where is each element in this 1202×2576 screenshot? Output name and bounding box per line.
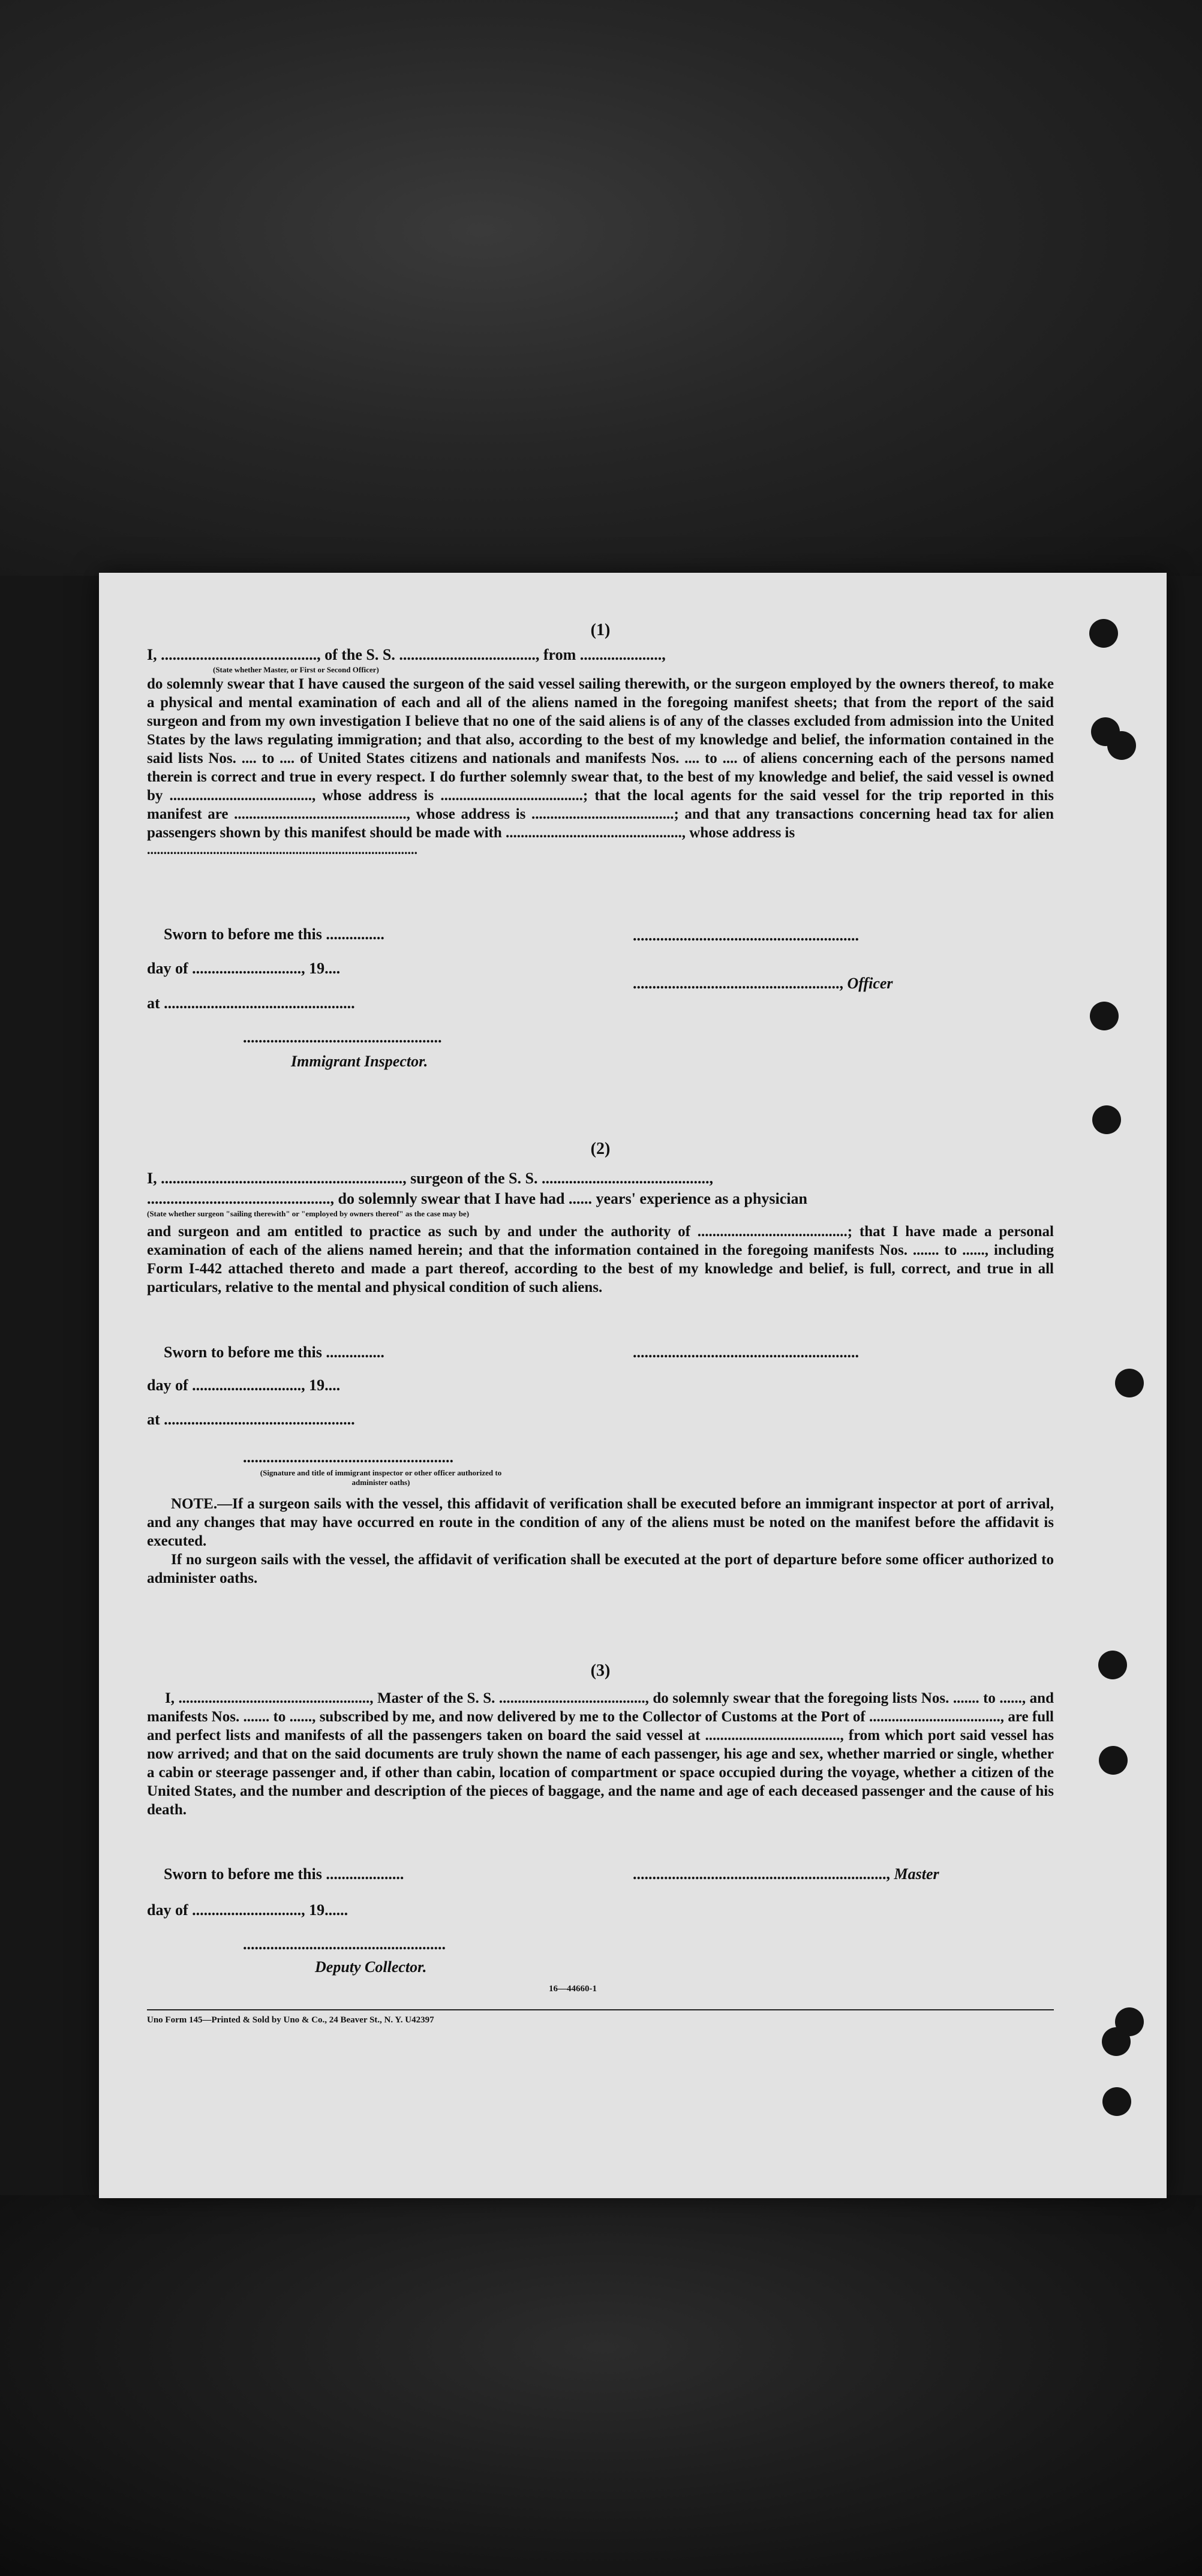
manifest-affidavit-page xyxy=(99,573,1167,2198)
deputy-collector-label: Deputy Collector. xyxy=(315,1958,427,1976)
binder-hole-icon xyxy=(1102,2027,1131,2056)
dark-backdrop-bottom xyxy=(0,2195,1202,2576)
binder-hole-icon xyxy=(1092,1105,1121,1134)
day-line: day of ............................, 19.... xyxy=(147,960,341,977)
officer-rank-caption: (State whether Master, or First or Second Officer) xyxy=(213,665,379,674)
printer-footer: Uno Form 145—Printed & Sold by Uno & Co., 24 Beaver St., N. Y. U42397 xyxy=(147,2015,434,2025)
surgeon-oath-text: and surgeon and am entitled to practice as such by and under the authority of ........................................; that I have made a personal examination of each of the aliens named herein; and that the information contained in the foregoing manifests Nos. ....... to ......, including Form I-442 attached thereto and made a part thereof, according to the best of my knowledge and belief, is full, correct, and true in all particulars, relative to the mental and physical condition of such aliens. xyxy=(147,1224,1054,1295)
officer-signature-line: .......................................................... xyxy=(633,927,859,944)
form-code: 16—44660-1 xyxy=(549,1984,597,1994)
collector-oath-text: I, ..................................................., Master of the S. S. ......................................., do solemnly swear that the foregoing lists Nos. ....... to ......, and manifests Nos. ....... to ......, subscribed by me, and now delivered by me to the Collector of Customs at the Port of ..................................., are full and perfect lists and manifests of all the passengers taken on board the said vessel at ...................................., from which port said vessel has now arrived; and that on the said documents are truly shown the name of each passenger, his age and sex, whether married or single, whether a cabin or steerage passenger and, if other than cabin, location of compartment or space occupied during the voyage, whether a citizen of the United States, and the number and description of the pieces of baggage, and the name and age of each deceased passenger and the cause of his death. xyxy=(147,1690,1054,1818)
sworn-line: Sworn to before me this ............... xyxy=(164,925,384,943)
at-line: at ................................................. xyxy=(147,994,355,1012)
binder-hole-icon xyxy=(1089,619,1118,648)
surgeon-signature-line: .......................................................... xyxy=(633,1343,859,1361)
binder-hole-icon xyxy=(1107,731,1136,760)
section-number: (2) xyxy=(590,1140,611,1158)
master-oath-text: do solemnly swear that I have caused the surgeon of the said vessel sailing therewith, or the surgeon employed by the owners thereof, to make a physical and mental examination of each and all of the aliens named in the foregoing manifest sheets; that from the report of the said surgeon and from my own investigation I believe that no one of the said aliens is of any of the classes excluded from admission into the United States by the laws regulating immigration; and that also, according to the best of my knowledge and belief, the information contained in the said lists Nos. .... to .... of United States citizens and nationals and manifests Nos. .... to .... of aliens concerning each of the persons named therein is correct and true in every respect. I do further solemnly swear that, to the best of my knowledge and belief, the said vessel is owned by ......................................, whose address is ......................................; that the local agents for the said vessel for the trip reported in this manifest are .............................................., whose address is ......................................; and that any transactions concerning head tax for alien passengers shown by this manifest should be made with ..............................................., whose address is xyxy=(147,676,1054,841)
collector-signature-line: .................................................... xyxy=(243,1935,446,1953)
master-signature-line: ................................................................., Master xyxy=(633,1865,939,1883)
binder-hole-icon xyxy=(1090,1002,1119,1030)
inspector-signature-line: ................................................... xyxy=(243,1029,442,1046)
note-paragraph: NOTE.—If a surgeon sails with the vessel, this affidavit of verification shall be executed before an immigrant inspector at port of arrival, and any changes that may have occurred en route in the condition of any of the aliens must be noted on the manifest before the affidavit is executed. xyxy=(147,1496,1054,1549)
surgeon-notes xyxy=(147,1495,1054,1588)
address-dots: .................................................................................. xyxy=(147,842,417,857)
inspector-signature-line: ...................................................... xyxy=(243,1448,453,1466)
affidavit-section-2 xyxy=(147,1140,1054,1297)
section-number: (1) xyxy=(590,621,611,639)
binder-hole-icon xyxy=(1098,1651,1127,1679)
at-line: at ................................................. xyxy=(147,1411,355,1428)
day-line: day of ............................, 19.... xyxy=(147,1376,341,1394)
sworn-line: Sworn to before me this .................... xyxy=(164,1865,404,1883)
day-line: day of ............................, 19...... xyxy=(147,1901,348,1919)
surgeon-line: I, .............................................................., surgeon of the S. S. ..........................................., xyxy=(147,1170,713,1187)
surgeon-experience-line: ..............................................., do solemnly swear that I have had ...... years' experience as a physician xyxy=(147,1190,807,1207)
footer-divider xyxy=(147,2009,1054,2010)
affidavit-section-1 xyxy=(147,621,1054,858)
binder-hole-icon xyxy=(1115,1369,1144,1397)
officer-signature-line-2: ....................................................., Officer xyxy=(633,975,893,992)
binder-hole-icon xyxy=(1099,1746,1128,1775)
binder-hole-icon xyxy=(1102,2087,1131,2116)
immigrant-inspector-label: Immigrant Inspector. xyxy=(291,1053,428,1070)
note-paragraph-2: If no surgeon sails with the vessel, the affidavit of verification shall be executed at the port of departure before some officer authorized to administer oaths. xyxy=(147,1552,1054,1586)
affidavit-section-3 xyxy=(147,1661,1054,1819)
section-number: (3) xyxy=(590,1661,611,1680)
dark-backdrop-top xyxy=(0,0,1202,576)
inspector-signature-caption: (Signature and title of immigrant inspector or other officer authorized to administer oaths) xyxy=(260,1468,502,1487)
sworn-line: Sworn to before me this ............... xyxy=(164,1343,384,1361)
surgeon-status-caption: (State whether surgeon "sailing therewith" or "employed by owners thereof" as the case may be) xyxy=(147,1209,470,1218)
master-officer-line: I, ........................................, of the S. S. ..................................., from ....................., xyxy=(147,646,666,663)
